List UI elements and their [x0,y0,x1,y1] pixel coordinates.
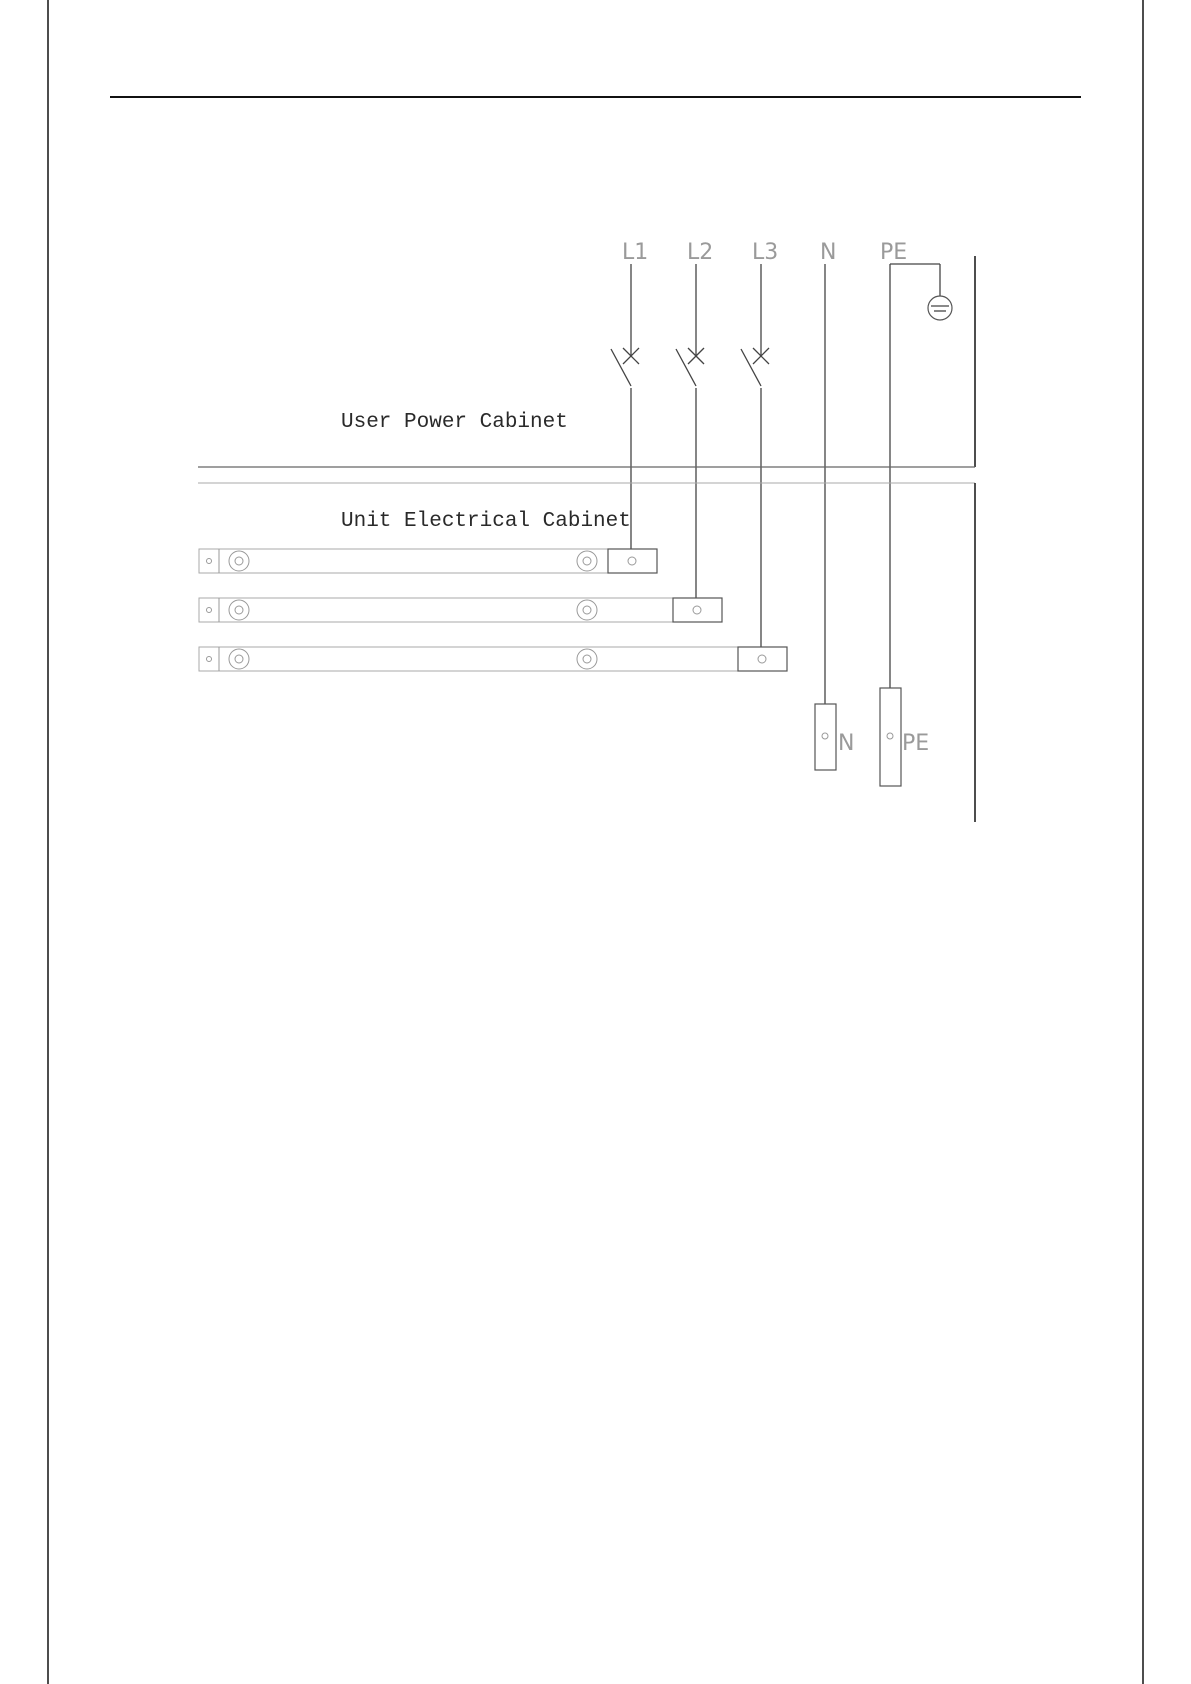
pe-terminal [880,688,901,786]
user-power-cabinet-label: User Power Cabinet [341,411,568,434]
pe-terminal-label: PE [902,731,930,756]
label-l2: L2 [687,240,714,265]
neutral-terminal [815,704,836,770]
neutral-terminal-label: N [838,731,855,756]
l3-wire [741,264,769,656]
terminal-bar-l3 [199,647,787,671]
label-n: N [820,240,837,265]
label-pe: PE [880,240,908,265]
label-l3: L3 [752,240,779,265]
label-l1: L1 [622,240,649,265]
l2-wire [676,264,704,606]
terminal-bar-l2 [199,598,722,622]
ground-icon [928,296,952,320]
unit-electrical-cabinet-label: Unit Electrical Cabinet [341,510,631,533]
terminal-bar-l1 [199,549,657,573]
pe-wire [890,264,940,736]
